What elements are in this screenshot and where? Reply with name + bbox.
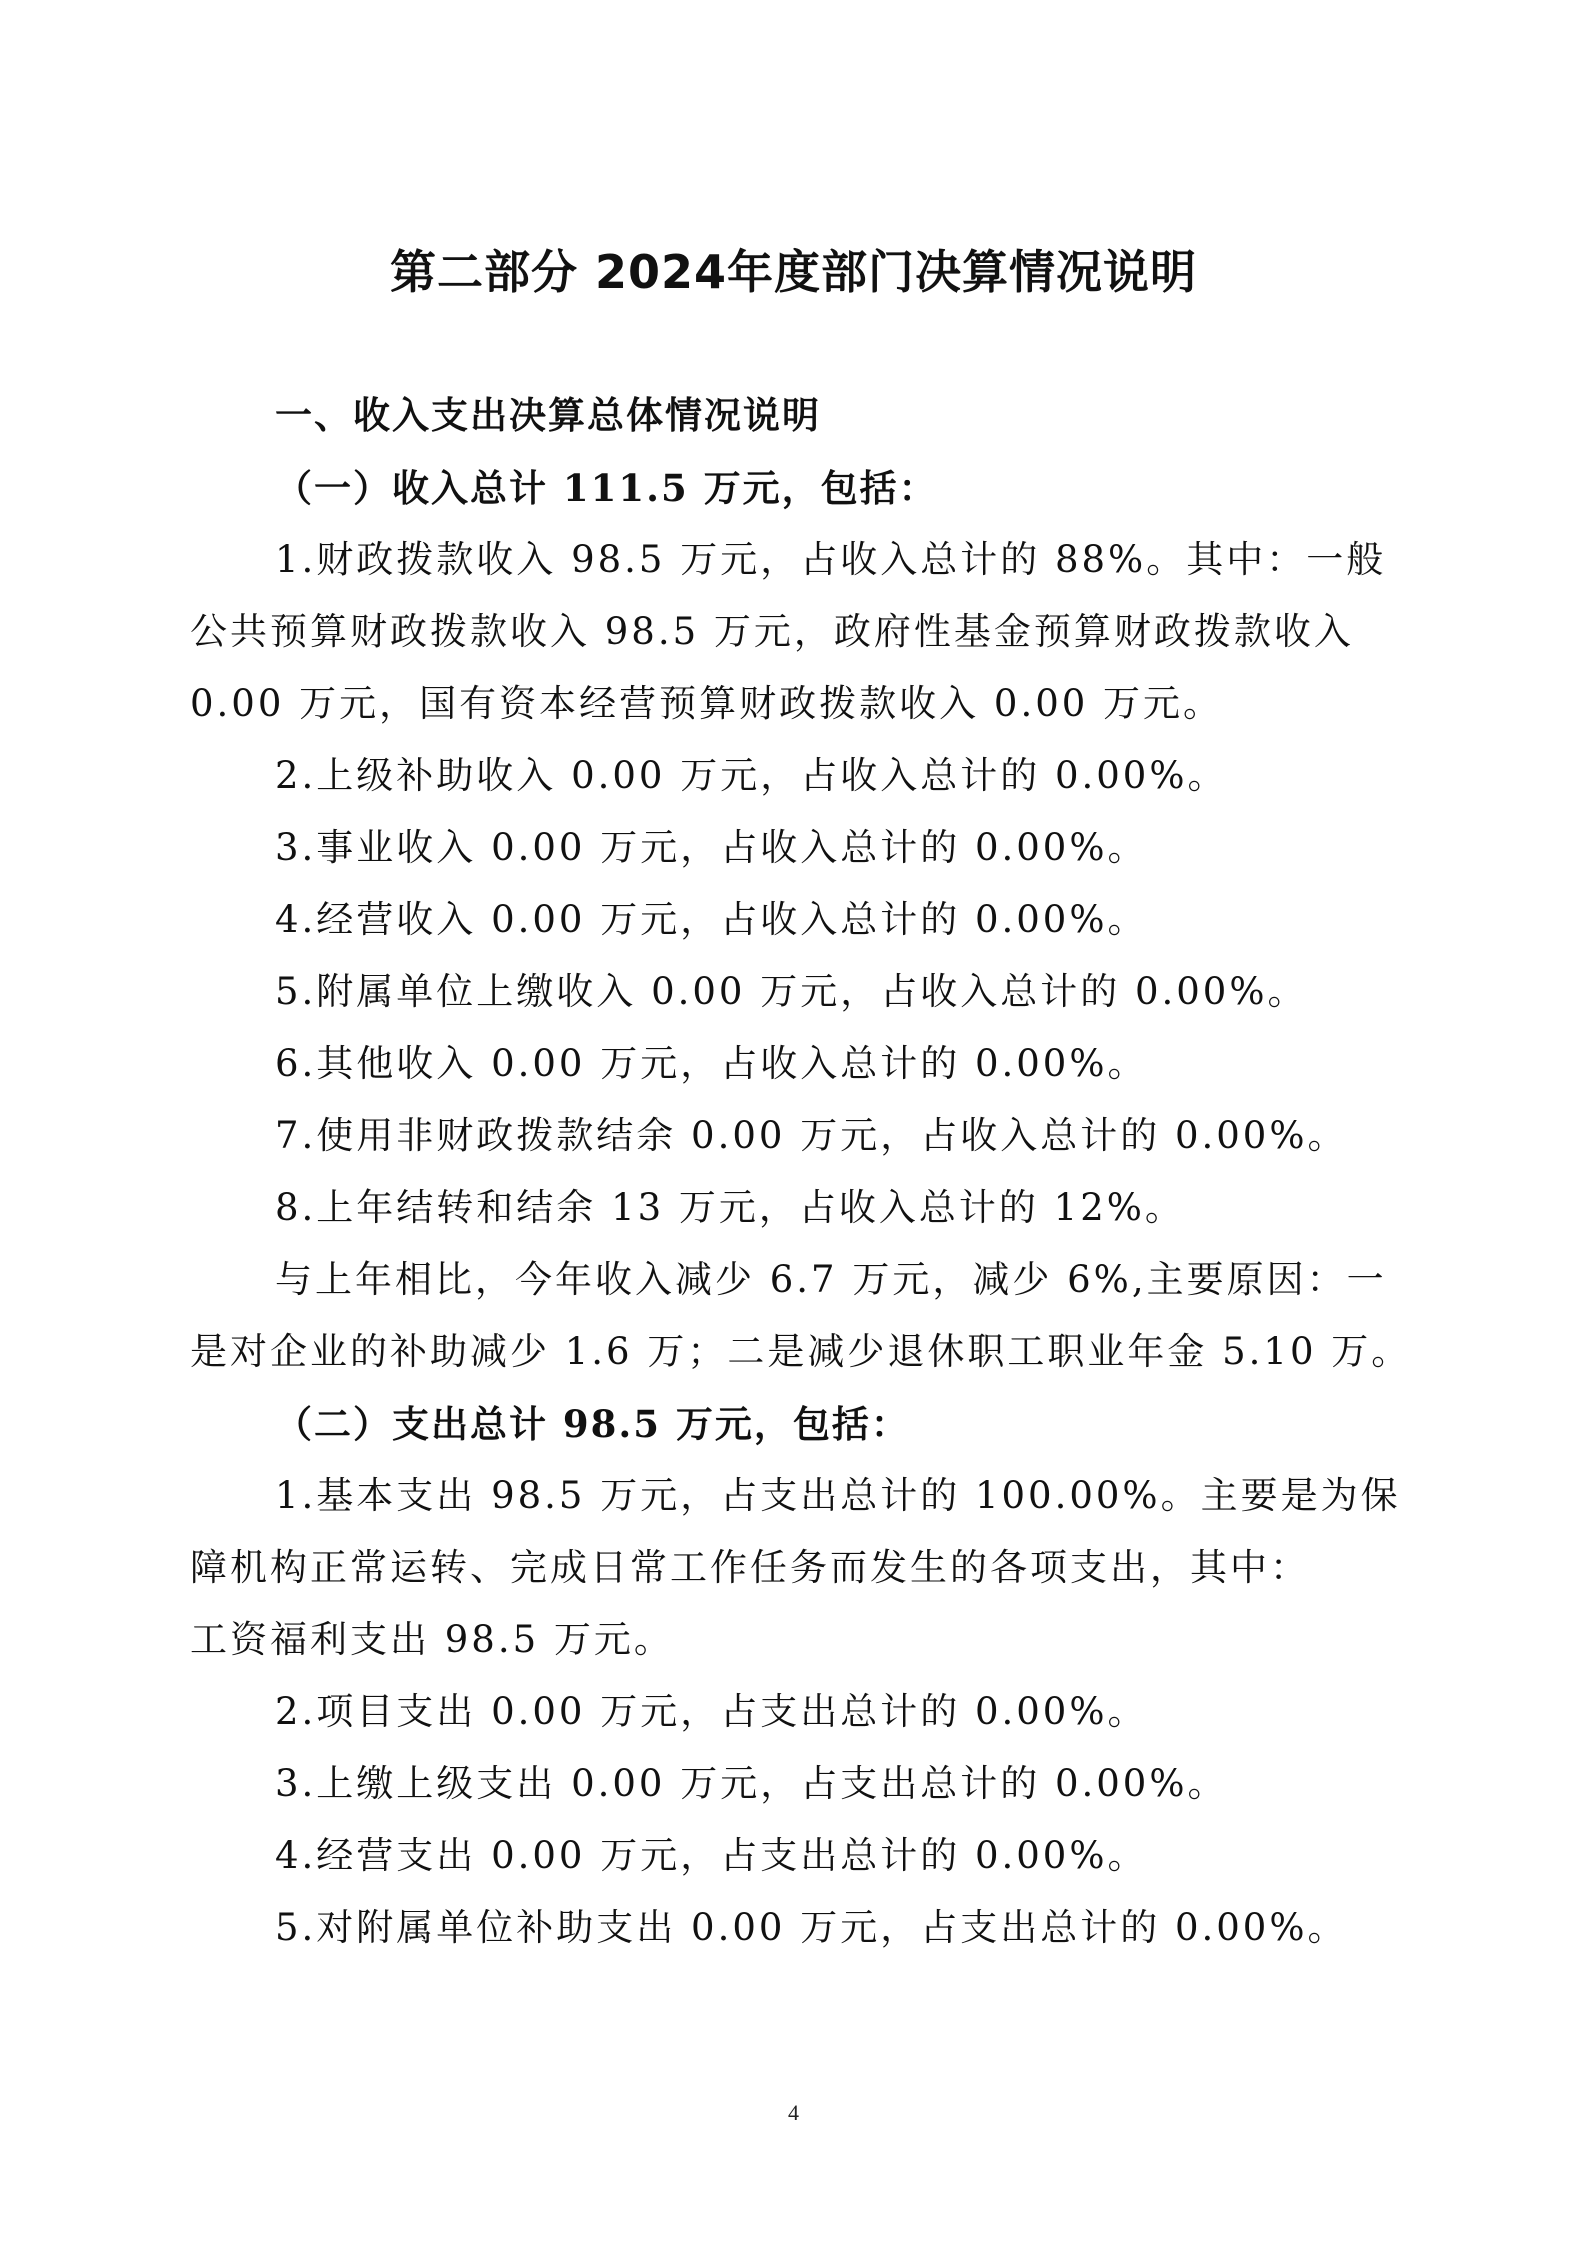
income-item-1-line-3: 0.00 万元，国有资本经营预算财政拨款收入 0.00 万元。 [190,682,1224,725]
section-heading: 一、收入支出决算总体情况说明 [275,394,821,437]
expense-item-1-line-2: 障机构正常运转、完成日常工作任务而发生的各项支出，其中： [190,1546,1310,1589]
income-item-7: 7.使用非财政拨款结余 0.00 万元，占收入总计的 0.00%。 [275,1114,1348,1157]
expense-item-5: 5.对附属单位补助支出 0.00 万元，占支出总计的 0.00%。 [275,1906,1348,1949]
income-item-2: 2.上级补助收入 0.00 万元，占收入总计的 0.00%。 [275,754,1228,797]
page-title: 第二部分 2024年度部门决算情况说明 [389,245,1198,299]
expense-item-3: 3.上缴上级支出 0.00 万元，占支出总计的 0.00%。 [275,1762,1228,1805]
document-body [190,380,1410,1964]
income-heading: （一）收入总计 111.5 万元，包括： [275,466,938,510]
income-item-4: 4.经营收入 0.00 万元，占收入总计的 0.00%。 [275,898,1148,941]
expense-heading: （二）支出总计 98.5 万元，包括： [275,1402,910,1446]
income-item-5: 5.附属单位上缴收入 0.00 万元，占收入总计的 0.00%。 [275,970,1308,1013]
expense-item-2: 2.项目支出 0.00 万元，占支出总计的 0.00%。 [275,1690,1148,1733]
income-comparison-line-1: 与上年相比，今年收入减少 6.7 万元，减少 6%,主要原因：一 [275,1258,1387,1301]
expense-item-1-line-1: 1.基本支出 98.5 万元，占支出总计的 100.00%。主要是为保 [275,1474,1401,1517]
expense-item-4: 4.经营支出 0.00 万元，占支出总计的 0.00%。 [275,1834,1148,1877]
income-item-1-line-1: 1.财政拨款收入 98.5 万元，占收入总计的 88%。其中：一般 [275,538,1387,581]
income-item-3: 3.事业收入 0.00 万元，占收入总计的 0.00%。 [275,826,1148,869]
income-item-6: 6.其他收入 0.00 万元，占收入总计的 0.00%。 [275,1042,1148,1085]
page-number: 4 [788,2100,799,2125]
expense-item-1-line-3: 工资福利支出 98.5 万元。 [190,1618,674,1661]
income-comparison-line-2: 是对企业的补助减少 1.6 万；二是减少退休职工职业年金 5.10 万。 [190,1330,1412,1373]
income-item-1-line-2: 公共预算财政拨款收入 98.5 万元，政府性基金预算财政拨款收入 [190,610,1354,653]
income-item-8: 8.上年结转和结余 13 万元，占收入总计的 12%。 [275,1186,1185,1229]
